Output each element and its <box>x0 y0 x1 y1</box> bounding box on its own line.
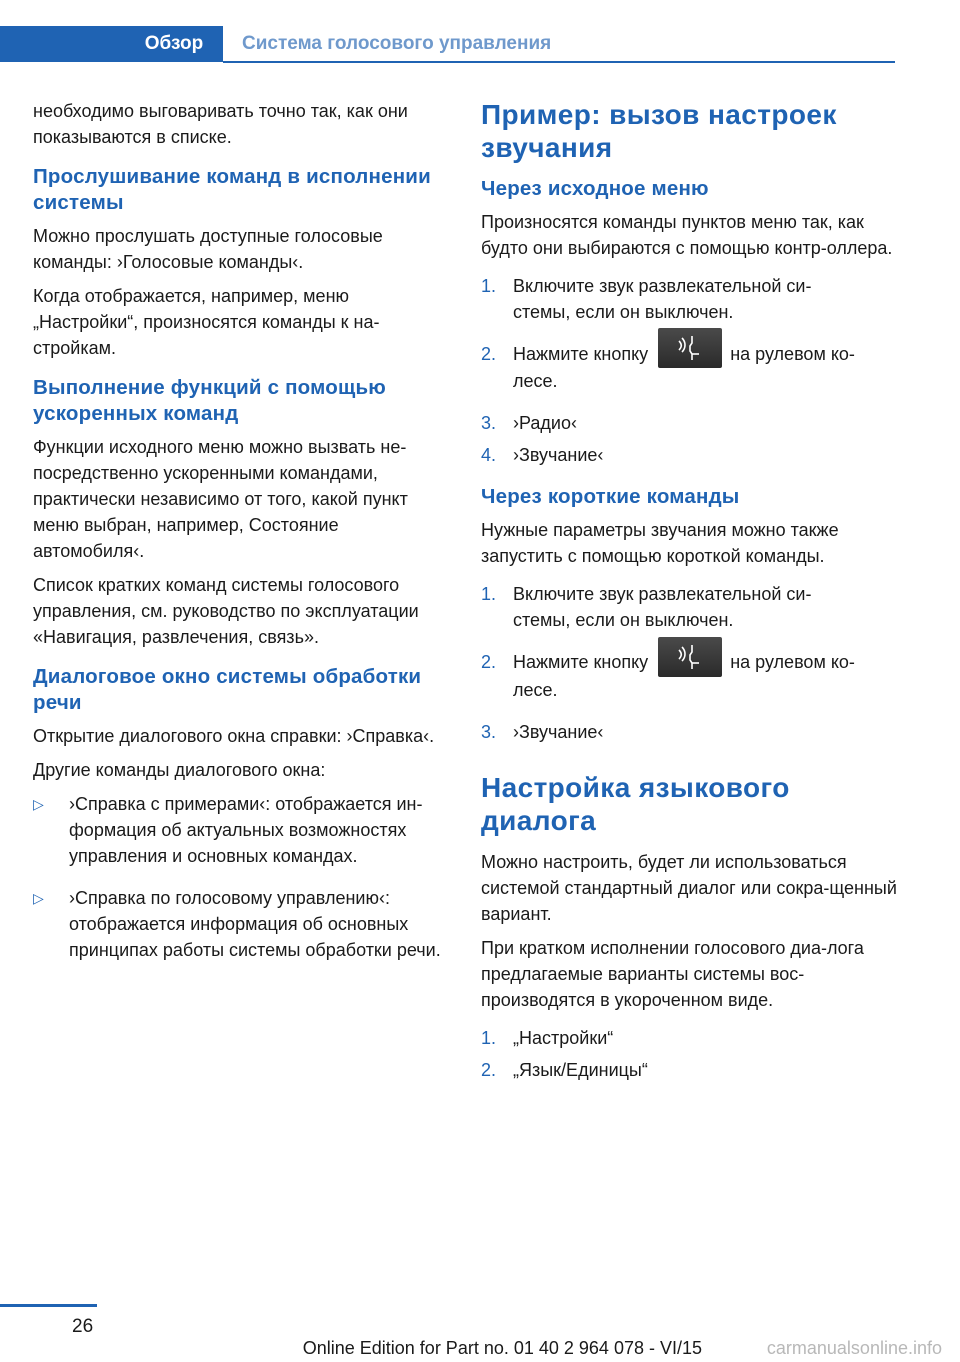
step-item <box>481 719 901 745</box>
step-number: 3. <box>481 721 497 742</box>
step-text-after: на рулевом ко- <box>730 652 855 673</box>
step-text: ›Звучание‹ <box>513 445 604 466</box>
step-text: ›Радио‹ <box>513 413 577 434</box>
edition-label: Online Edition for Part no. 01 40 2 964 078 - VI/15 <box>302 1338 702 1358</box>
step-number: 1. <box>481 584 497 605</box>
right-column <box>481 98 901 1099</box>
paragraph-language-1: Можно настроить, будет ли использоваться системой стандартный диалог или сокра-щенный вариант. <box>481 851 897 924</box>
step-text: Нажмите кнопку <box>513 652 649 673</box>
step-text: Включите звук развлекательной си- <box>513 276 812 296</box>
step-item <box>481 273 901 325</box>
step-text: „Язык/Единицы“ <box>513 1059 648 1080</box>
step-text-after: на рулевом ко- <box>730 344 855 364</box>
voice-command-icon <box>658 328 722 368</box>
step-item <box>481 581 901 633</box>
step-number: 2. <box>481 344 497 364</box>
steps-language <box>481 1025 901 1083</box>
step-text-cont: стемы, если он выключен. <box>513 302 734 322</box>
footer-rule <box>0 1304 97 1307</box>
triangle-right-icon: ▷ <box>33 890 44 906</box>
header-chapter-tab[interactable]: Обзор <box>125 26 223 62</box>
heading-speech-dialog: Диалоговое окно системы обработки речи <box>33 665 422 714</box>
heading-via-menu: Через исходное меню <box>481 177 709 200</box>
page-number: 26 <box>72 1316 94 1337</box>
step-item <box>481 442 901 468</box>
heading-example-sound: Пример: вызов настроек звучания <box>481 99 837 163</box>
step-item <box>481 1057 901 1083</box>
dialog-commands-list <box>33 791 448 963</box>
step-item <box>481 649 901 702</box>
step-text: „Настройки“ <box>513 1027 614 1048</box>
step-item <box>481 1025 901 1051</box>
page-header <box>0 0 960 64</box>
paragraph-dialog-2: Другие команды диалогового окна: <box>33 760 326 780</box>
heading-listen-commands: Прослушивание команд в исполнении системы <box>33 165 431 214</box>
left-column <box>33 98 448 979</box>
step-item <box>481 341 901 394</box>
heading-language-dialog: Настройка языкового диалога <box>481 771 790 836</box>
step-text-cont: стемы, если он выключен. <box>513 610 734 631</box>
step-text: Нажмите кнопку <box>513 344 649 364</box>
list-item-text: ›Справка по голосовому управлению‹: отображается информация об основных принципах работы системы обработки речи. <box>69 888 441 960</box>
voice-command-icon <box>658 637 722 677</box>
list-item-text: ›Справка с примерами‹: отображается ин-формация об актуальных возможностях управления и основных командах. <box>69 794 423 866</box>
paragraph-via-menu: Произносятся команды пунктов меню так, как будто они выбираются с помощью контр-оллера. <box>481 212 893 258</box>
paragraph-via-short: Нужные параметры звучания можно также запустить с помощью короткой команды. <box>481 520 839 567</box>
step-text-cont: лесе. <box>513 679 558 700</box>
paragraph-listen-1: Можно прослушать доступные голосовые команды: ›Голосовые команды‹. <box>33 226 383 272</box>
step-item <box>481 410 901 436</box>
step-text: Включите звук развлекательной си- <box>513 584 812 605</box>
heading-via-short: Через короткие команды <box>481 485 740 509</box>
header-rule <box>223 61 895 63</box>
step-number: 4. <box>481 445 497 466</box>
paragraph-language-2: При кратком исполнении голосового диа-лога предлагаемые варианты системы вос-производятся в укороченном виде. <box>481 937 864 1010</box>
list-item <box>33 885 448 963</box>
step-number: 1. <box>481 1027 497 1048</box>
watermark: carmanualsonline.info <box>766 1338 942 1358</box>
intro-paragraph: необходимо выговаривать точно так, как они показываются в списке. <box>33 101 408 147</box>
heading-shortcut-commands: Выполнение функций с помощью ускоренных команд <box>33 376 386 425</box>
header-section-title[interactable]: Система голосового управления <box>242 33 552 54</box>
triangle-right-icon: ▷ <box>33 796 44 812</box>
step-number: 2. <box>481 652 497 673</box>
step-number: 2. <box>481 1059 497 1080</box>
step-text-cont: лесе. <box>513 371 558 392</box>
paragraph-shortcut-2: Список кратких команд системы голосового управления, см. руководство по эксплуатации «Навигация, развлечения, связь». <box>33 575 419 647</box>
list-item <box>33 791 448 869</box>
header-accent-bar <box>0 26 125 62</box>
steps-via-menu <box>481 273 901 468</box>
step-number: 3. <box>481 413 497 434</box>
paragraph-listen-2: Когда отображается, например, меню „Настройки“, произносятся команды к на-стройкам. <box>33 286 380 358</box>
step-text: ›Звучание‹ <box>513 721 604 742</box>
paragraph-dialog-1: Открытие диалогового окна справки: ›Справка‹. <box>33 726 435 746</box>
steps-via-short <box>481 581 901 744</box>
step-number: 1. <box>481 276 497 296</box>
paragraph-shortcut-1: Функции исходного меню можно вызвать не-посредственно ускоренными командами, практически независимо от того, какой пункт меню выбран, например, Состояние автомобиля‹. <box>33 437 408 561</box>
